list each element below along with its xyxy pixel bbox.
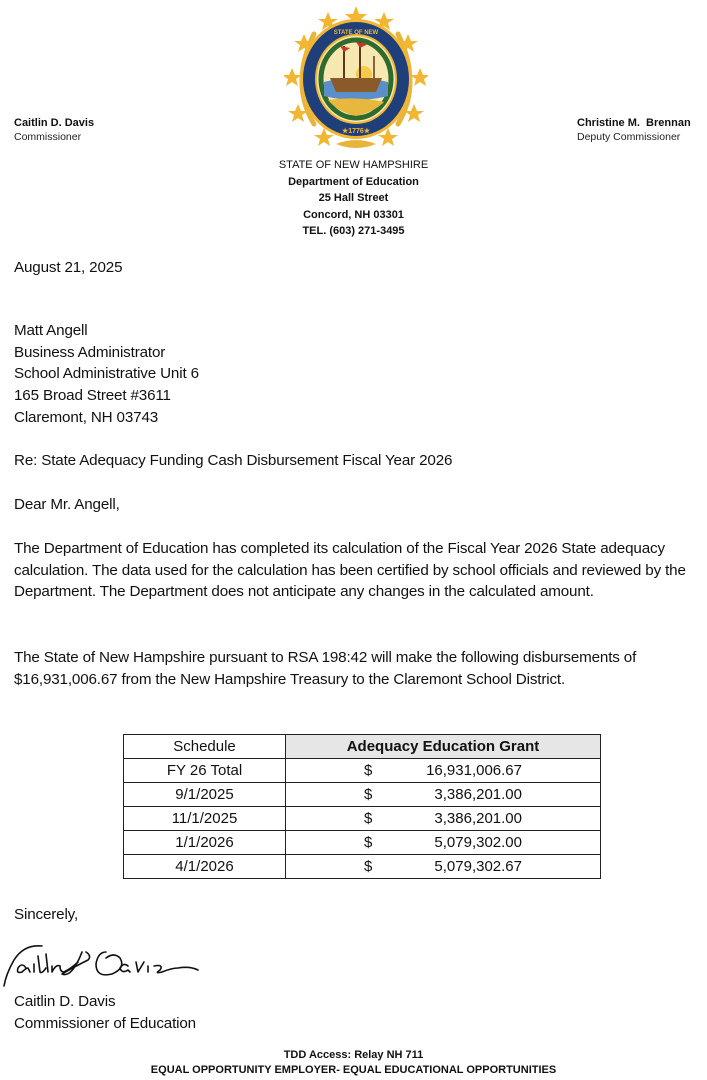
amount-value: 5,079,302.00 <box>434 834 522 851</box>
deputy-commissioner-title: Deputy Commissioner <box>577 131 681 143</box>
agency-address-block <box>0 157 707 240</box>
signer-block <box>14 991 699 1034</box>
recipient-city: Claremont, NH 03743 <box>14 408 159 426</box>
agency-city: Concord, NH 03301 <box>303 208 404 221</box>
deputy-commissioner-name: Christine M. Brennan <box>577 117 691 129</box>
closing: Sincerely, <box>14 906 79 923</box>
commissioner-header <box>14 116 94 144</box>
amount-value: 16,931,006.67 <box>426 762 522 779</box>
agency-department: Department of Education <box>288 175 419 188</box>
schedule-cell: FY 26 Total <box>124 759 286 783</box>
signer-title: Commissioner of Education <box>14 1014 196 1032</box>
subject-line: Re: State Adequacy Funding Cash Disbursement Fiscal Year 2026 <box>14 452 453 469</box>
currency-symbol: $ <box>364 810 373 827</box>
agency-phone: TEL. (603) 271-3495 <box>302 225 405 237</box>
recipient-name: Matt Angell <box>14 322 88 339</box>
body-paragraph-2: The State of New Hampshire pursuant to RSA 198:42 will make the following disbursements of $16,931,006.67 from the New Hampshire Treasury to the Claremont School District. <box>14 649 637 688</box>
commissioner-name: Caitlin D. Davis <box>14 117 95 129</box>
schedule-cell: 9/1/2025 <box>124 783 286 807</box>
footer-equal-opportunity: EQUAL OPPORTUNITY EMPLOYER- EQUAL EDUCATIONAL OPPORTUNITIES <box>150 1064 557 1076</box>
amount-value: 3,386,201.00 <box>434 810 522 827</box>
schedule-cell: 1/1/2026 <box>124 831 286 855</box>
amount-cell <box>286 783 601 807</box>
recipient-street: 165 Broad Street #3611 <box>14 387 171 405</box>
currency-symbol: $ <box>364 834 373 851</box>
table-row <box>124 855 601 879</box>
amount-cell <box>286 831 601 855</box>
currency-symbol: $ <box>364 858 373 875</box>
currency-symbol: $ <box>364 786 373 803</box>
table-row <box>124 759 601 783</box>
agency-street: 25 Hall Street <box>318 192 389 204</box>
svg-text:★1776★: ★1776★ <box>341 128 371 135</box>
amount-value: 3,386,201.00 <box>434 786 522 803</box>
amount-value: 5,079,302.67 <box>434 858 522 875</box>
state-seal-icon <box>284 4 428 152</box>
table-row <box>124 831 601 855</box>
signer-name: Caitlin D. Davis <box>14 993 116 1010</box>
amount-cell <box>286 855 601 879</box>
body-paragraph-1: The Department of Education has completed its calculation of the Fiscal Year 2026 State adequacy calculation. The data used for the calculation has been certified by school officials and reviewed by the Department. The Department does not anticipate any changes in the calculated amount. <box>14 540 686 601</box>
amount-cell <box>286 807 601 831</box>
header-adequacy-grant: Adequacy Education Grant <box>286 735 601 759</box>
letter-date: August 21, 2025 <box>14 259 123 276</box>
recipient-title: Business Administrator <box>14 343 166 361</box>
header-schedule: Schedule <box>124 735 286 759</box>
schedule-cell: 11/1/2025 <box>124 807 286 831</box>
agency-state: STATE OF NEW HAMPSHIRE <box>278 159 429 171</box>
table-row <box>124 807 601 831</box>
disbursement-schedule-table <box>123 734 601 879</box>
handwritten-signature-icon <box>2 938 202 993</box>
salutation: Dear Mr. Angell, <box>14 496 120 513</box>
recipient-address <box>14 320 699 429</box>
page-footer <box>0 1048 707 1078</box>
schedule-cell: 4/1/2026 <box>124 855 286 879</box>
table-header-row <box>124 735 601 759</box>
currency-symbol: $ <box>364 762 373 779</box>
recipient-org: School Administrative Unit 6 <box>14 365 199 383</box>
commissioner-title: Commissioner <box>14 131 82 143</box>
svg-text:STATE OF NEW: STATE OF NEW <box>333 30 379 36</box>
table-row <box>124 783 601 807</box>
deputy-commissioner-header <box>577 116 691 144</box>
amount-cell <box>286 759 601 783</box>
footer-tdd-access: TDD Access: Relay NH 711 <box>283 1049 424 1061</box>
